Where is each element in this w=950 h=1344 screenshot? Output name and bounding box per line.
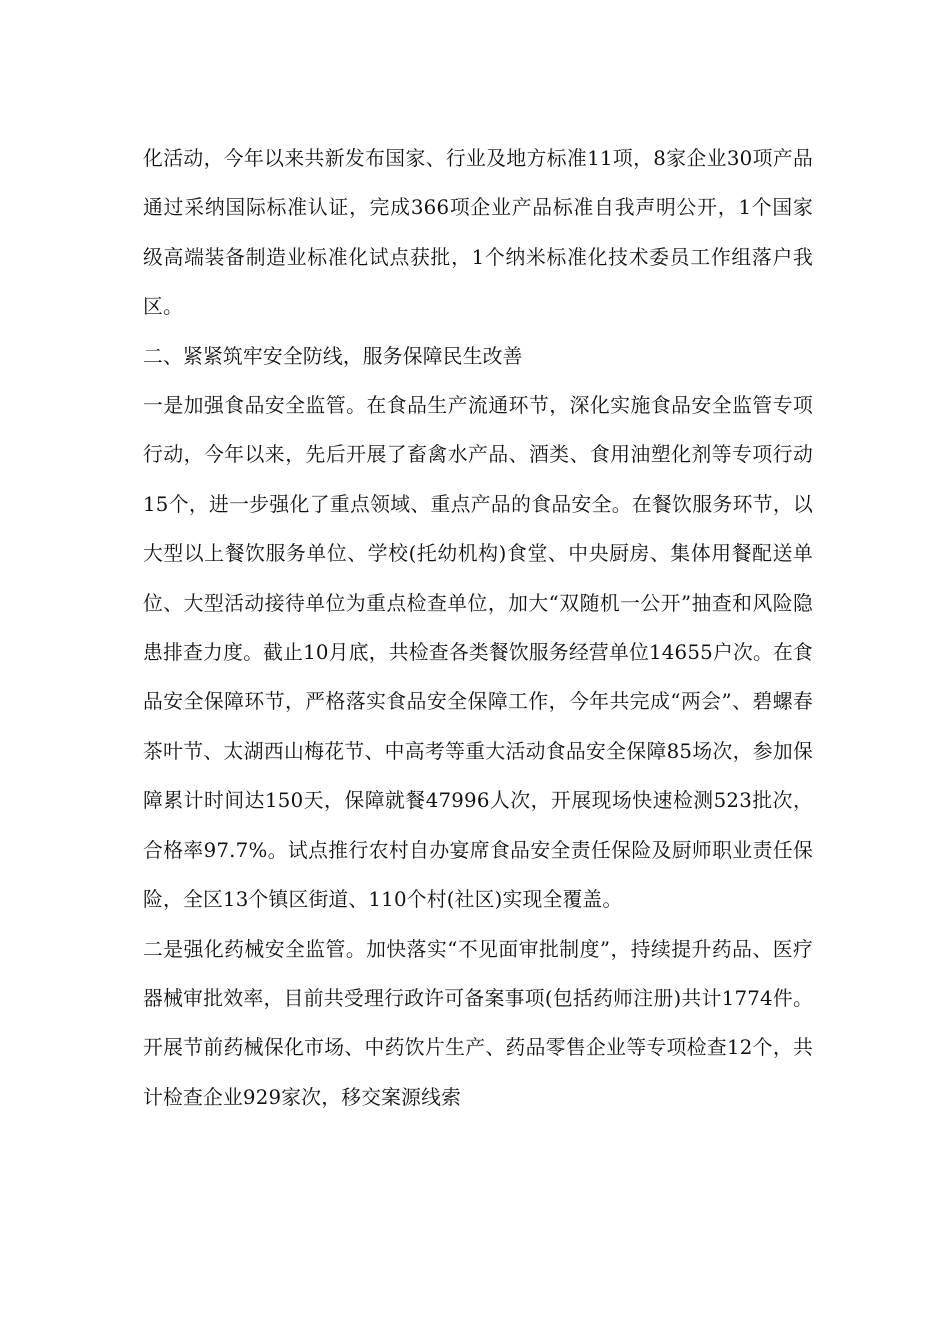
paragraph-standardization: 化活动，今年以来共新发布国家、行业及地方标准11项，8家企业30项产品通过采纳国际标准认证，完成366项企业产品标准自我声明公开，1个国家级高端装备制造业标准化试点获批，1个纳米标准化技术委员工作组落户我区。 — [143, 147, 813, 319]
paragraph-drug-safety: 二是强化药械安全监管。加快落实“不见面审批制度”，持续提升药品、医疗器械审批效率，目前共受理行政许可备案事项(包括药师注册)共计1774件。开展节前药械保化市场、中药饮片生产、药品零售企业等专项检查12个，共计检查企业929家次，移交案源线索 — [143, 937, 813, 1109]
section-heading: 二、紧紧筑牢安全防线，服务保障民生改善 — [143, 344, 523, 368]
document-body — [143, 134, 813, 1122]
paragraph-food-safety: 一是加强食品安全监管。在食品生产流通环节，深化实施食品安全监管专项行动，今年以来，先后开展了畜禽水产品、酒类、食用油塑化剂等专项行动15个，进一步强化了重点领域、重点产品的食品安全。在餐饮服务环节，以大型以上餐饮服务单位、学校(托幼机构)食堂、中央厨房、集体用餐配送单位、大型活动接待单位为重点检查单位，加大“双随机一公开”抽查和风险隐患排查力度。截止10月底，共检查各类餐饮服务经营单位14655户次。在食品安全保障环节，严格落实食品安全保障工作，今年共完成“两会”、碧螺春茶叶节、太湖西山梅花节、中高考等重大活动食品安全保障85场次，参加保障累计时间达150天，保障就餐47996人次，开展现场快速检测523批次，合格率97.7%。试点推行农村自办宴席食品安全责任保险及厨师职业责任保险，全区13个镇区街道、110个村(社区)实现全覆盖。 — [143, 394, 813, 912]
